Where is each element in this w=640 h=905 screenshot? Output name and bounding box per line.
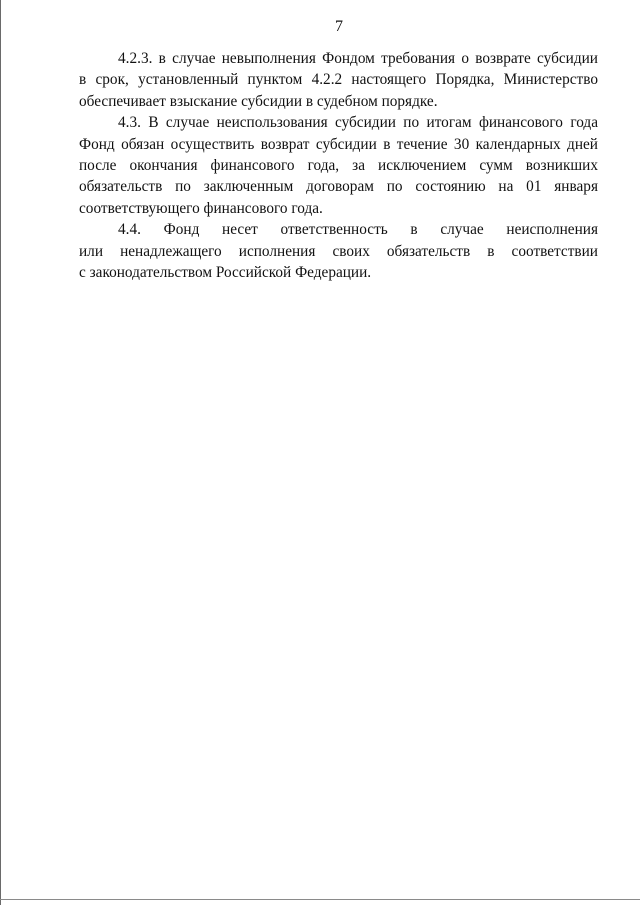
text-line: или ненадлежащего исполнения своих обязательств в соответствии: [79, 242, 598, 260]
text-line: с законодательством Российской Федерации.: [79, 264, 372, 282]
text-line: 4.4. Фонд несет ответственность в случае неисполнения: [118, 221, 598, 239]
text-line: соответствующего финансового года.: [79, 199, 323, 217]
page-number: 7: [335, 18, 343, 35]
text-line: после окончания финансового года, за исключением сумм возникших: [79, 157, 598, 175]
text-line: в срок, установленный пунктом 4.2.2 настоящего Порядка, Министерство: [79, 71, 598, 89]
text-line: обязательств по заключенным договорам по состоянию на 01 января: [79, 178, 598, 196]
text-line: обеспечивает взыскание субсидии в судебном порядке.: [79, 92, 438, 110]
text-line: Фонд обязан осуществить возврат субсидии в течение 30 календарных дней: [79, 135, 598, 153]
paragraph-4-4: [79, 219, 598, 283]
paragraph-4-3: [79, 112, 598, 219]
text-line: 4.2.3. в случае невыполнения Фондом требования о возврате субсидии: [118, 50, 598, 67]
text-line: 4.3. В случае неиспользования субсидии по итогам финансового года: [118, 114, 598, 132]
scan-edge-bottom: [0, 899, 640, 900]
scan-edge-left: [0, 0, 1, 905]
body-text: [79, 48, 598, 283]
paragraph-4-2-3: [79, 48, 598, 112]
